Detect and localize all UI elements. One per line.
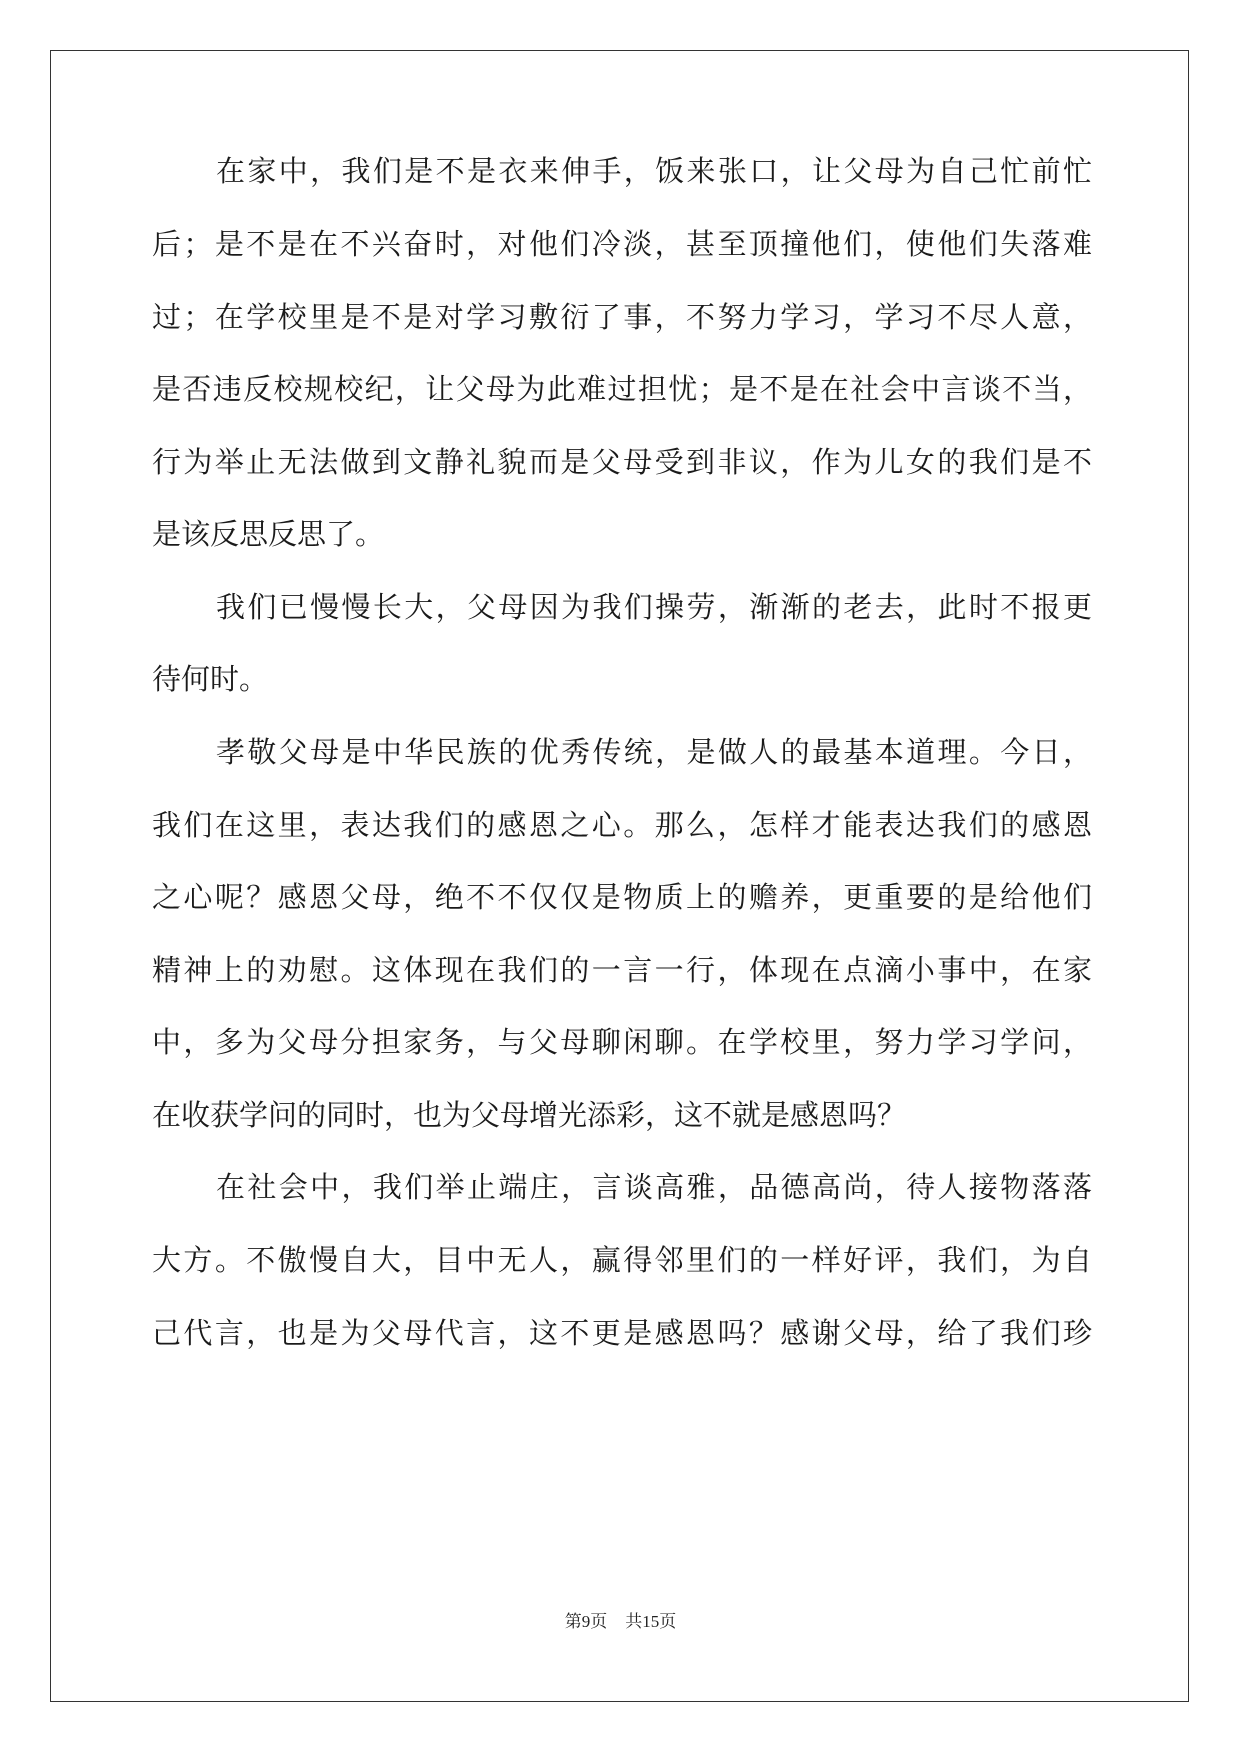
text-line: 是否违反校规校纪，让父母为此难过担忧；是不是在社会中言谈不当， [152,372,1092,406]
text-line: 在收获学问的同时，也为父母增光添彩，这不就是感恩吗？ [152,1098,907,1132]
text-line: 我们在这里，表达我们的感恩之心。那么，怎样才能表达我们的感恩 [152,808,1092,842]
text-line: 大方。不傲慢自大，目中无人，赢得邻里们的一样好评，我们，为自 [152,1243,1092,1277]
total-suffix: 页 [659,1612,677,1632]
total-prefix: 共 [625,1612,643,1632]
text-line: 是该反思反思了。 [152,517,385,551]
text-line: 己代言，也是为父母代言，这不更是感恩吗？感谢父母，给了我们珍 [152,1316,1092,1350]
text-line: 在社会中，我们举止端庄，言谈高雅，品德高尚，待人接物落落 [216,1170,1092,1204]
text-line: 之心呢？感恩父母，绝不不仅仅是物质上的赡养，更重要的是给他们 [152,880,1092,914]
text-line: 过；在学校里是不是对学习敷衍了事，不努力学习，学习不尽人意， [152,300,1092,334]
page-prefix: 第 [564,1612,582,1632]
total-pages: 15 [642,1612,660,1631]
text-line: 中，多为父母分担家务，与父母聊闲聊。在学校里，努力学习学问， [152,1025,1092,1059]
page-suffix: 页 [590,1612,608,1632]
page-footer [0,1611,1241,1633]
text-line: 我们已慢慢长大，父母因为我们操劳，渐渐的老去，此时不报更 [216,590,1092,624]
text-line: 待何时。 [152,662,269,696]
page-number: 9 [581,1612,591,1631]
text-line: 精神上的劝慰。这体现在我们的一言一行，体现在点滴小事中，在家 [152,953,1092,987]
text-line: 在家中，我们是不是衣来伸手，饭来张口，让父母为自己忙前忙 [216,154,1092,188]
text-line: 行为举止无法做到文静礼貌而是父母受到非议，作为儿女的我们是不 [152,445,1092,479]
text-line: 后；是不是在不兴奋时，对他们冷淡，甚至顶撞他们，使他们失落难 [152,227,1092,261]
text-line: 孝敬父母是中华民族的优秀传统，是做人的最基本道理。今日， [216,735,1092,769]
